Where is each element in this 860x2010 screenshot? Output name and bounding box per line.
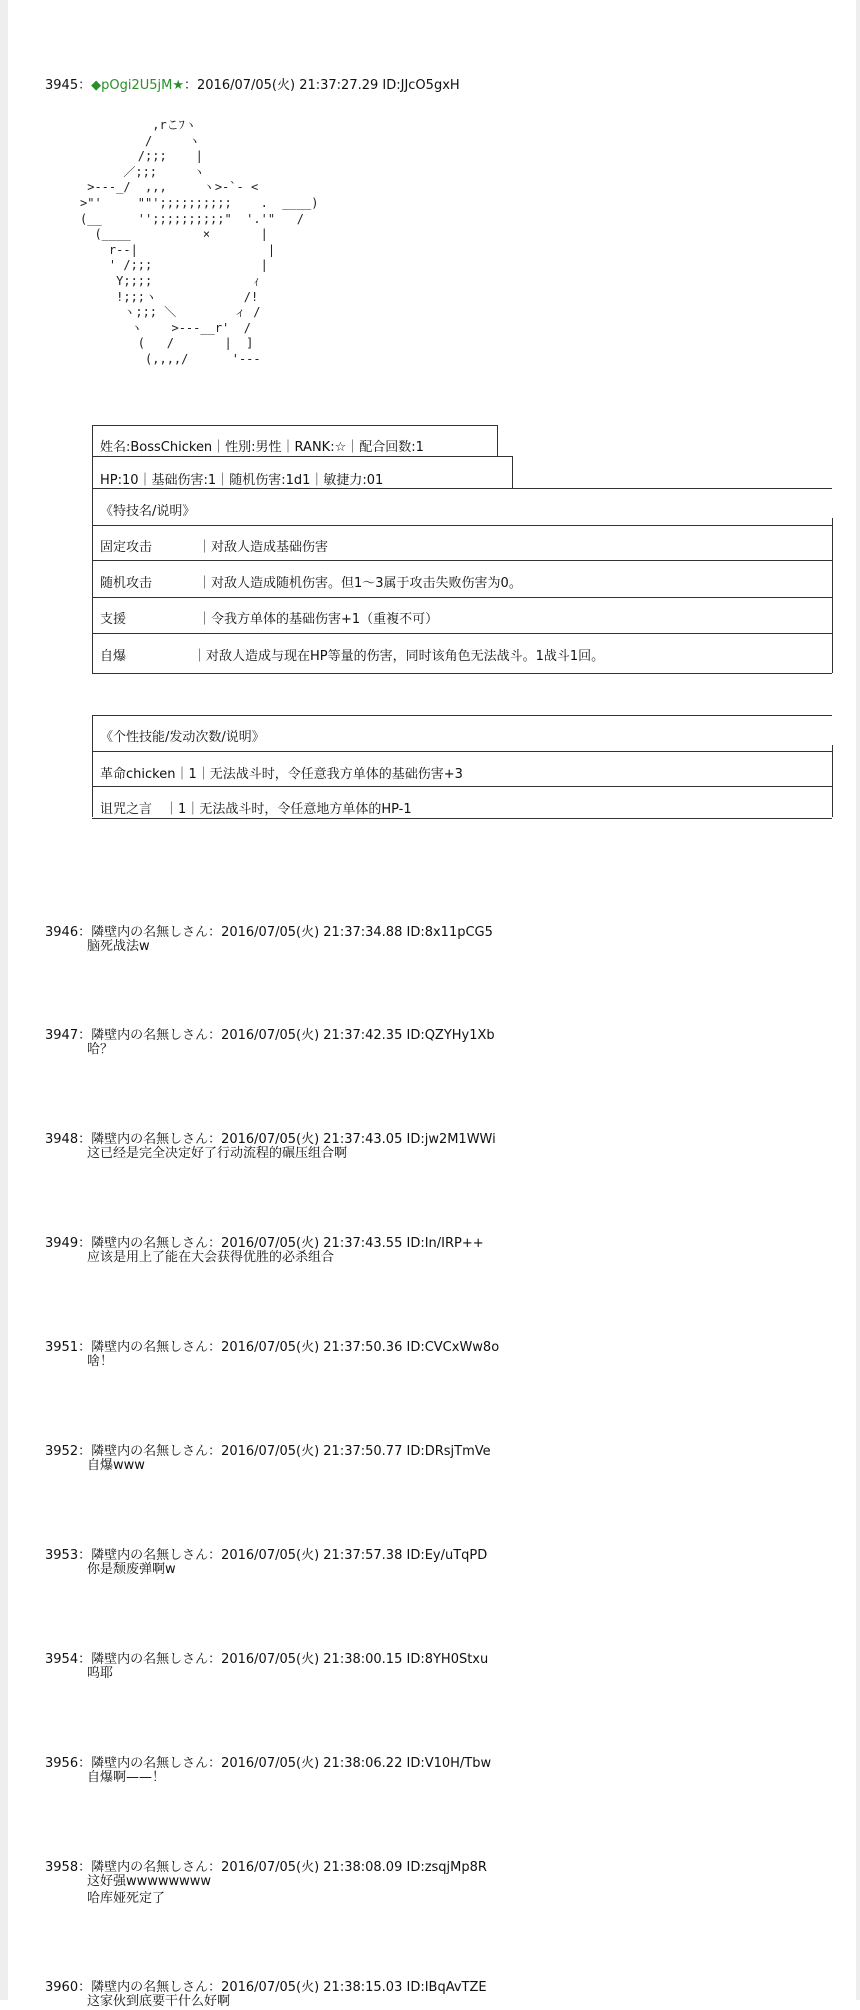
- skill-desc: ｜令我方单体的基础伤害+1（重複不可）: [198, 612, 439, 627]
- skill-name: 自爆: [100, 649, 127, 664]
- stat-box-right-line-2: [512, 456, 513, 488]
- main-post-header: [45, 74, 460, 93]
- post-meta: ：2016/07/05(火) 21:37:27.29 ID:JJcO5gxH: [184, 78, 460, 93]
- skill-desc: ｜对敌人造成与现在HP等量的伤害，同时该角色无法战斗。1战斗1回。: [193, 649, 605, 664]
- reply-header: 3949：隣壁内の名無しさん：2016/07/05(火) 21:37:43.55 ID:In/IRP++: [45, 1236, 484, 1251]
- reply-body: 自爆www: [87, 1458, 145, 1473]
- skills-divider: [92, 525, 832, 526]
- reply-body: 这家伙到底要干什么好啊: [87, 1994, 231, 2009]
- skill-desc: ｜对敌人造成基础伤害: [198, 540, 329, 555]
- skills-header: 《特技名/说明》: [100, 504, 196, 519]
- reply-body: 脑死战法w: [87, 939, 150, 954]
- skill-name: 随机攻击: [100, 576, 153, 591]
- personal-skill-row: 诅咒之言 ｜1｜无法战斗时，令任意地方单体的HP-1: [100, 802, 412, 817]
- skills-divider: [92, 633, 832, 634]
- stat-row: HP:10｜基础伤害:1｜随机伤害:1d1｜敏捷力:01: [100, 473, 384, 488]
- reply-header: 3947：隣壁内の名無しさん：2016/07/05(火) 21:37:42.35 ID:QZYHy1Xb: [45, 1028, 495, 1043]
- reply-body: 呜耶: [87, 1666, 114, 1681]
- personal-box-top-line: [92, 715, 832, 716]
- reply-body: 哈？: [87, 1042, 114, 1057]
- boss-chicken-ascii-art: ,rこﾌヽ / ヽ /;;; | ／;;; ヽ >---_/ ,,, ヽ>‐`‐ < >"' ""';;;;;;;;;; . ____) (__ '';;;;;;;;;;" '.'" / (____ × | r--| | ' /;;; | Y;;;; ｨ !;;;ヽ /! ヽ;;; ＼ ィ / ヽ >---__r' / ( / | ] (,,,,/ '---: [80, 118, 319, 366]
- stat-box-right-line: [497, 425, 498, 456]
- reply-header: 3952：隣壁内の名無しさん：2016/07/05(火) 21:37:50.77 ID:DRsjTmVe: [45, 1444, 491, 1459]
- reply-body: 应该是用上了能在大会获得优胜的必杀组合: [87, 1250, 335, 1265]
- reply-header: 3946：隣壁内の名無しさん：2016/07/05(火) 21:37:34.88 ID:8x11pCG5: [45, 925, 493, 940]
- reply-body: 自爆啊——！: [87, 1770, 166, 1785]
- page-right-margin: [856, 0, 860, 2000]
- tripcode: ◆pOgi2U5jM★: [91, 78, 184, 93]
- personal-header: 《个性技能/发动次数/说明》: [100, 730, 265, 745]
- skill-name: 固定攻击: [100, 540, 153, 555]
- stat-box-top-line: [92, 425, 497, 426]
- reply-body: 这已经是完全决定好了行动流程的碾压组合啊: [87, 1146, 348, 1161]
- reply-header: 3948：隣壁内の名無しさん：2016/07/05(火) 21:37:43.05 ID:jw2M1WWi: [45, 1132, 496, 1147]
- reply-body: 啥！: [87, 1354, 114, 1369]
- personal-box-right-line: [832, 745, 833, 817]
- reply-body: 你是颓废弹啊w: [87, 1562, 176, 1577]
- reply-header: 3960：隣壁内の名無しさん：2016/07/05(火) 21:38:15.03 ID:IBqAvTZE: [45, 1980, 487, 1995]
- post-separator: ：: [78, 78, 92, 93]
- stat-row: 姓名:BossChicken｜性別:男性｜RANK:☆｜配合回数:1: [100, 440, 424, 455]
- skills-box-left-line: [92, 488, 93, 673]
- reply-header: 3953：隣壁内の名無しさん：2016/07/05(火) 21:37:57.38 ID:Ey/uTqPD: [45, 1548, 488, 1563]
- skills-divider: [92, 597, 832, 598]
- reply-body: 这好强wwwwwwww 哈库娅死定了: [87, 1874, 212, 1906]
- personal-box-bottom-line: [92, 818, 832, 819]
- personal-divider: [92, 751, 832, 752]
- stat-box-divider: [92, 456, 512, 457]
- reply-header: 3956：隣壁内の名無しさん：2016/07/05(火) 21:38:06.22 ID:V10H/Tbw: [45, 1756, 492, 1771]
- reply-header: 3954：隣壁内の名無しさん：2016/07/05(火) 21:38:00.15 ID:8YH0Stxu: [45, 1652, 489, 1667]
- post-number: 3945: [45, 78, 79, 93]
- personal-box-left-line: [92, 715, 93, 817]
- reply-header: 3951：隣壁内の名無しさん：2016/07/05(火) 21:37:50.36 ID:CVCxWw8o: [45, 1340, 500, 1355]
- skills-divider: [92, 560, 832, 561]
- reply-header: 3958：隣壁内の名無しさん：2016/07/05(火) 21:38:08.09 ID:zsqjMp8R: [45, 1860, 487, 1875]
- skill-desc: ｜对敌人造成随机伤害。但1～3属于攻击失败伤害为0。: [198, 576, 522, 591]
- skills-box-top-line: [92, 488, 832, 489]
- personal-divider: [92, 786, 832, 787]
- skills-box-right-line: [832, 518, 833, 673]
- personal-skill-row: 革命chicken｜1｜无法战斗时，令任意我方单体的基础伤害+3: [100, 767, 463, 782]
- skills-box-bottom-line: [92, 673, 832, 674]
- skill-name: 支援: [100, 612, 127, 627]
- page-left-margin: [0, 0, 8, 2000]
